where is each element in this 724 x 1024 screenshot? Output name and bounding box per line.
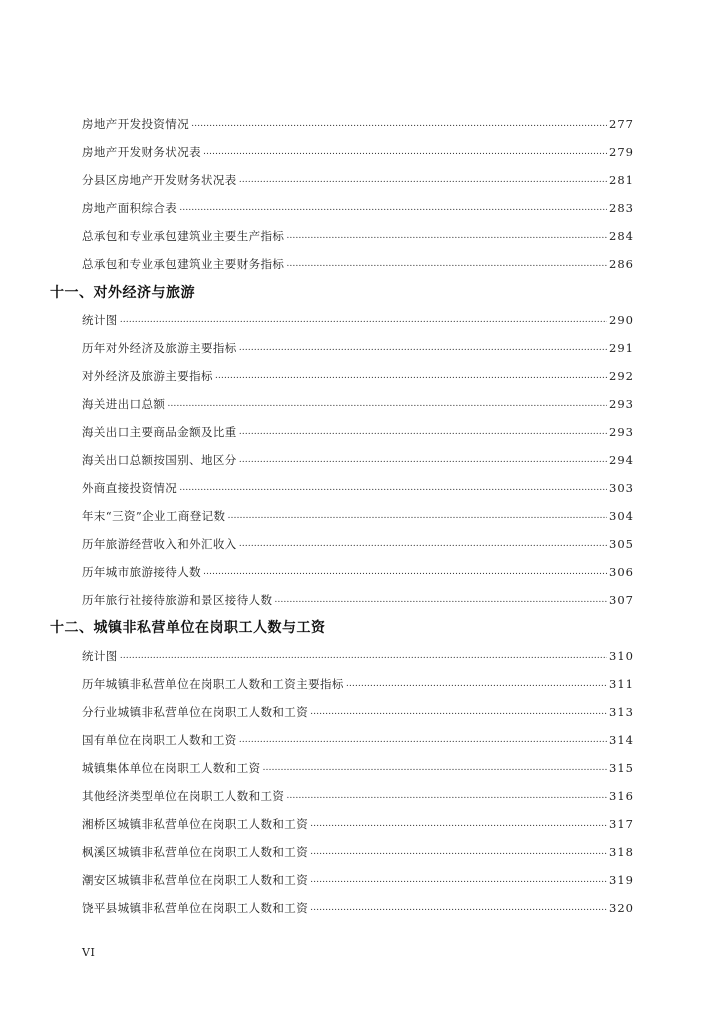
toc-entry[interactable]: [82, 587, 634, 607]
dot-leader: [310, 705, 607, 719]
dot-leader: [310, 817, 607, 831]
dot-leader: [191, 117, 607, 131]
toc-entry-title: 海关出口总额按国别、地区分: [82, 453, 237, 467]
toc-entry-page: 283: [609, 201, 634, 215]
toc-entry-title: 统计图: [82, 313, 118, 327]
dot-leader: [215, 369, 607, 383]
toc-entry-page: 286: [609, 257, 634, 271]
toc-entry-page: 315: [609, 761, 634, 775]
toc-entry-title: 其他经济类型单位在岗职工人数和工资: [82, 789, 285, 803]
dot-leader: [286, 789, 607, 803]
toc-entry-page: 294: [609, 453, 634, 467]
dot-leader: [179, 481, 607, 495]
toc-entry[interactable]: [82, 111, 634, 131]
toc-entry-page: 290: [609, 313, 634, 327]
toc-entry[interactable]: [82, 195, 634, 215]
dot-leader: [310, 901, 607, 915]
toc-entry-title: 分县区房地产开发财务状况表: [82, 173, 237, 187]
toc-entry[interactable]: [82, 783, 634, 803]
dot-leader: [310, 873, 607, 887]
toc-entry-page: 305: [609, 537, 634, 551]
toc-entry-page: 317: [609, 817, 634, 831]
toc-entry[interactable]: [82, 755, 634, 775]
toc-entry-title: 对外经济及旅游主要指标: [82, 369, 213, 383]
toc-entry-page: 318: [609, 845, 634, 859]
toc-entry-title: 历年旅行社接待旅游和景区接待人数: [82, 593, 273, 607]
dot-leader: [239, 341, 607, 355]
toc-entry-title: 分行业城镇非私营单位在岗职工人数和工资: [82, 705, 309, 719]
toc-entry[interactable]: [82, 251, 634, 271]
dot-leader: [179, 201, 607, 215]
toc-entry[interactable]: [82, 223, 634, 243]
dot-leader: [239, 537, 607, 551]
toc-entry-page: 281: [609, 173, 634, 187]
toc-entry[interactable]: [82, 559, 634, 579]
dot-leader: [167, 397, 607, 411]
toc-entry-title: 湘桥区城镇非私营单位在岗职工人数和工资: [82, 817, 309, 831]
toc-entry[interactable]: [82, 811, 634, 831]
toc-entry-title: 年末“三资”企业工商登记数: [82, 509, 226, 523]
toc-entry[interactable]: [82, 419, 634, 439]
toc-entry-page: 314: [609, 733, 634, 747]
toc-entry-title: 历年对外经济及旅游主要指标: [82, 341, 237, 355]
section-heading[interactable]: 十一、对外经济与旅游: [50, 285, 195, 301]
toc-entry[interactable]: [82, 867, 634, 887]
toc-entry-title: 房地产面积综合表: [82, 201, 178, 215]
dot-leader: [310, 845, 607, 859]
dot-leader: [120, 313, 607, 327]
toc-entry-page: 303: [609, 481, 634, 495]
toc-entry[interactable]: [82, 335, 634, 355]
toc-entry-title: 海关进出口总额: [82, 397, 166, 411]
toc-entry[interactable]: [82, 475, 634, 495]
dot-leader: [239, 173, 607, 187]
toc-entry-page: 293: [609, 425, 634, 439]
toc-entry-title: 总承包和专业承包建筑业主要财务指标: [82, 257, 285, 271]
dot-leader: [239, 733, 607, 747]
dot-leader: [120, 649, 607, 663]
dot-leader: [274, 593, 607, 607]
toc-entry-page: 284: [609, 229, 634, 243]
section-heading[interactable]: 十二、城镇非私营单位在岗职工人数与工资: [50, 620, 326, 636]
toc-entry[interactable]: [82, 307, 634, 327]
toc-entry-page: 310: [609, 649, 634, 663]
toc-entry[interactable]: [82, 531, 634, 551]
toc-entry-page: 306: [609, 565, 634, 579]
toc-entry-page: 293: [609, 397, 634, 411]
toc-entry[interactable]: [82, 895, 634, 915]
toc-entry-title: 潮安区城镇非私营单位在岗职工人数和工资: [82, 873, 309, 887]
dot-leader: [346, 677, 607, 691]
toc-entry-title: 饶平县城镇非私营单位在岗职工人数和工资: [82, 901, 309, 915]
toc-entry[interactable]: [82, 391, 634, 411]
toc-entry-page: 316: [609, 789, 634, 803]
toc-entry[interactable]: [82, 643, 634, 663]
toc-entry-page: 313: [609, 705, 634, 719]
dot-leader: [263, 761, 608, 775]
toc-entry[interactable]: [82, 447, 634, 467]
dot-leader: [239, 425, 607, 439]
page-number: VI: [82, 946, 96, 959]
toc-entry-page: 311: [609, 677, 634, 691]
toc-entry[interactable]: [82, 699, 634, 719]
toc-entry-page: 292: [609, 369, 634, 383]
toc-entry-page: 304: [609, 509, 634, 523]
toc-entry-title: 枫溪区城镇非私营单位在岗职工人数和工资: [82, 845, 309, 859]
dot-leader: [203, 145, 607, 159]
dot-leader: [239, 453, 607, 467]
toc-entry[interactable]: [82, 363, 634, 383]
toc-entry-page: 320: [609, 901, 634, 915]
toc-entry-title: 国有单位在岗职工人数和工资: [82, 733, 237, 747]
toc-entry[interactable]: [82, 139, 634, 159]
toc-entry-title: 总承包和专业承包建筑业主要生产指标: [82, 229, 285, 243]
toc-entry-page: 307: [609, 593, 634, 607]
dot-leader: [203, 565, 607, 579]
toc-entry-page: 279: [609, 145, 634, 159]
toc-entry[interactable]: [82, 671, 634, 691]
toc-entry-title: 统计图: [82, 649, 118, 663]
dot-leader: [286, 257, 607, 271]
toc-entry[interactable]: [82, 727, 634, 747]
toc-entry-page: 277: [609, 117, 634, 131]
toc-entry[interactable]: [82, 839, 634, 859]
toc-entry-title: 海关出口主要商品金额及比重: [82, 425, 237, 439]
toc-entry[interactable]: [82, 503, 634, 523]
toc-entry-title: 房地产开发财务状况表: [82, 145, 201, 159]
toc-entry[interactable]: [82, 167, 634, 187]
toc-entry-title: 历年旅游经营收入和外汇收入: [82, 537, 237, 551]
toc-entry-page: 291: [609, 341, 634, 355]
dot-leader: [227, 509, 607, 523]
toc-entry-title: 房地产开发投资情况: [82, 117, 190, 131]
toc-entry-title: 城镇集体单位在岗职工人数和工资: [82, 761, 261, 775]
toc-entry-title: 历年城市旅游接待人数: [82, 565, 201, 579]
toc-entry-title: 外商直接投资情况: [82, 481, 178, 495]
dot-leader: [286, 229, 607, 243]
toc-entry-page: 319: [609, 873, 634, 887]
toc-entry-title: 历年城镇非私营单位在岗职工人数和工资主要指标: [82, 677, 344, 691]
